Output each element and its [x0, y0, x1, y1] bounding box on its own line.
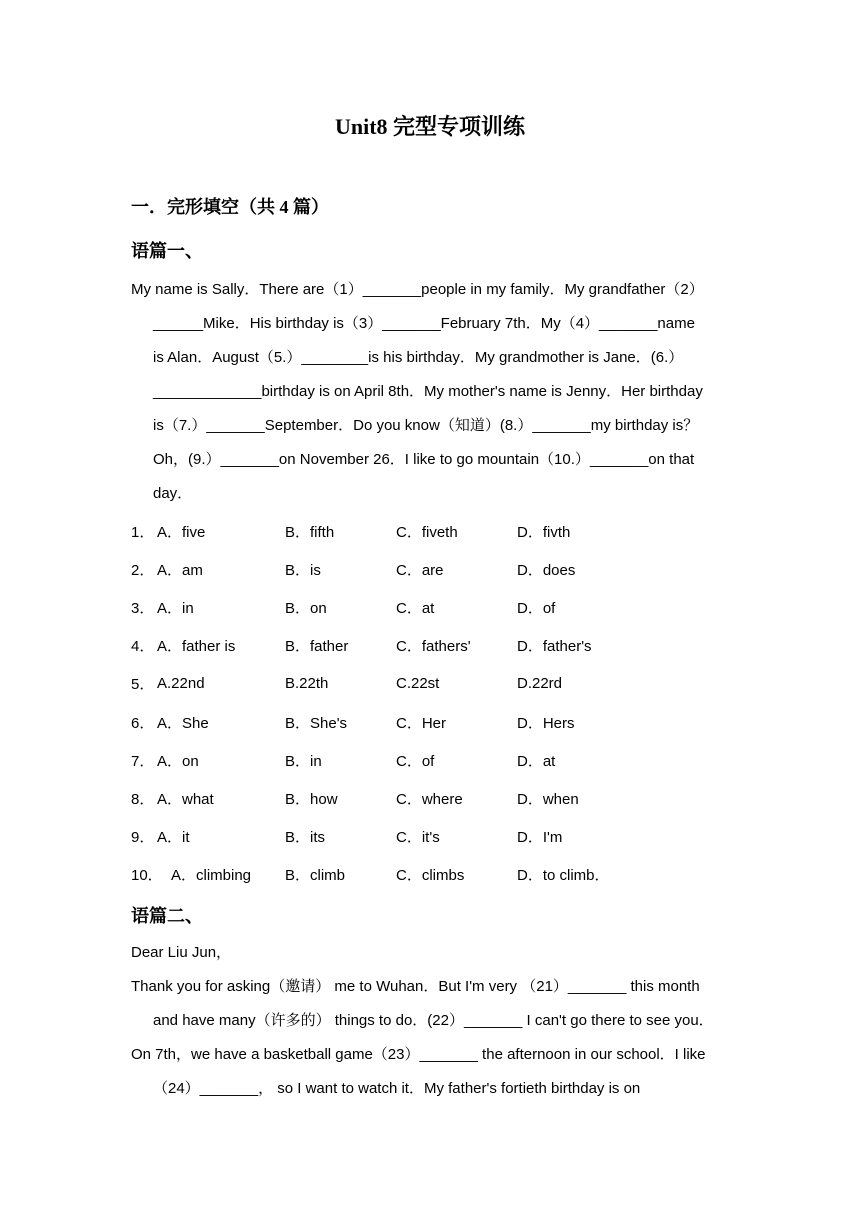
option-d: D．of: [517, 599, 556, 617]
option-c: C.22st: [396, 675, 440, 693]
option-a: A．am: [157, 561, 203, 579]
option-b: B．how: [285, 790, 338, 808]
question-number: 10．: [131, 867, 163, 885]
option-a: A．She: [157, 714, 209, 732]
passage-1-line: _____________birthday is on April 8th．My mother's name is Jenny．Her birthday: [153, 383, 703, 400]
option-a: A.22nd: [157, 675, 205, 693]
question-number: 6．: [131, 714, 155, 732]
question-row: [131, 588, 731, 626]
passage-1-line: ______Mike．His birthday is（3）_______February 7th．My（4）_______name: [153, 315, 695, 332]
passage-1-line: is Alan．August（5.）________is his birthday．My grandmother is Jane．(6.）: [153, 349, 684, 366]
option-d: D．when: [517, 790, 579, 808]
question-number: 9．: [131, 829, 155, 847]
option-d: D.22rd: [517, 675, 563, 693]
option-c: C．of: [396, 752, 435, 770]
question-number: 8．: [131, 790, 155, 808]
question-row: [131, 741, 731, 779]
option-d: D．does: [517, 561, 576, 579]
option-c: C．it's: [396, 829, 440, 847]
option-c: C．are: [396, 561, 444, 579]
option-a: A．it: [157, 829, 190, 847]
passage-1-line: day．: [153, 485, 193, 502]
option-c: C．where: [396, 790, 463, 808]
passage-2-line: On 7th，we have a basketball game（23）_______ the afternoon in our school．I like: [131, 1046, 706, 1063]
passage-2-greeting: Dear Liu Jun，: [131, 944, 232, 961]
option-a: A．on: [157, 752, 199, 770]
question-row: [131, 550, 731, 588]
question-number: 1．: [131, 523, 155, 541]
question-number: 5．: [131, 676, 155, 694]
question-options-list: [131, 512, 731, 894]
option-d: D．I'm: [517, 829, 563, 847]
question-row: [131, 703, 731, 741]
question-row: [131, 665, 731, 703]
option-d: D．fivth: [517, 523, 571, 541]
option-c: C．Her: [396, 714, 447, 732]
option-b: B.22th: [285, 675, 329, 693]
question-number: 4．: [131, 638, 155, 656]
question-row: [131, 779, 731, 817]
option-a: A．climbing: [171, 867, 252, 885]
question-row: [131, 818, 731, 856]
passage-2-line: （24）_______， so I want to watch it．My father's fortieth birthday is on: [153, 1080, 641, 1097]
option-c: C．climbs: [396, 867, 465, 885]
section-heading: 一．完形填空（共 4 篇）: [131, 197, 329, 217]
option-a: A．five: [157, 523, 206, 541]
question-number: 3．: [131, 599, 155, 617]
passage-1-text: [131, 273, 731, 511]
option-b: B．climb: [285, 867, 346, 885]
option-b: B．father: [285, 638, 349, 656]
option-b: B．fifth: [285, 523, 335, 541]
question-number: 7．: [131, 752, 155, 770]
option-b: B．in: [285, 752, 322, 770]
option-b: B．She's: [285, 714, 348, 732]
question-row: [131, 856, 731, 894]
question-row: [131, 627, 731, 665]
passage-1-line: Oh，(9.）_______on November 26．I like to go mountain（10.）_______on that: [153, 451, 695, 468]
passage-1-line: My name is Sally．There are（1）_______people in my family．My grandfather（2）: [131, 281, 704, 298]
option-c: C．fiveth: [396, 523, 458, 541]
option-d: D．at: [517, 752, 556, 770]
option-b: B．its: [285, 829, 326, 847]
option-a: A．in: [157, 599, 194, 617]
option-d: D．to climb．: [517, 867, 610, 885]
passage-2-heading: 语篇二、: [131, 906, 203, 926]
option-a: A．what: [157, 790, 214, 808]
passage-2-line: Thank you for asking（邀请） me to Wuhan．But I'm very （21）_______ this month: [131, 978, 700, 995]
option-b: B．on: [285, 599, 327, 617]
option-c: C．fathers': [396, 638, 471, 656]
option-d: D．father's: [517, 638, 592, 656]
document-title: Unit8 完型专项训练: [334, 114, 526, 139]
question-row: [131, 512, 731, 550]
question-number: 2．: [131, 561, 155, 579]
option-d: D．Hers: [517, 714, 575, 732]
passage-2-line: and have many（许多的） things to do．(22）_______ I can't go there to see you．: [153, 1012, 714, 1029]
passage-2-text: [131, 936, 731, 1106]
passage-1-line: is（7.）_______September．Do you know（知道）(8.）_______my birthday is？: [153, 417, 699, 434]
passage-1-heading: 语篇一、: [131, 241, 203, 261]
option-a: A．father is: [157, 638, 236, 656]
option-c: C．at: [396, 599, 435, 617]
option-b: B．is: [285, 561, 321, 579]
